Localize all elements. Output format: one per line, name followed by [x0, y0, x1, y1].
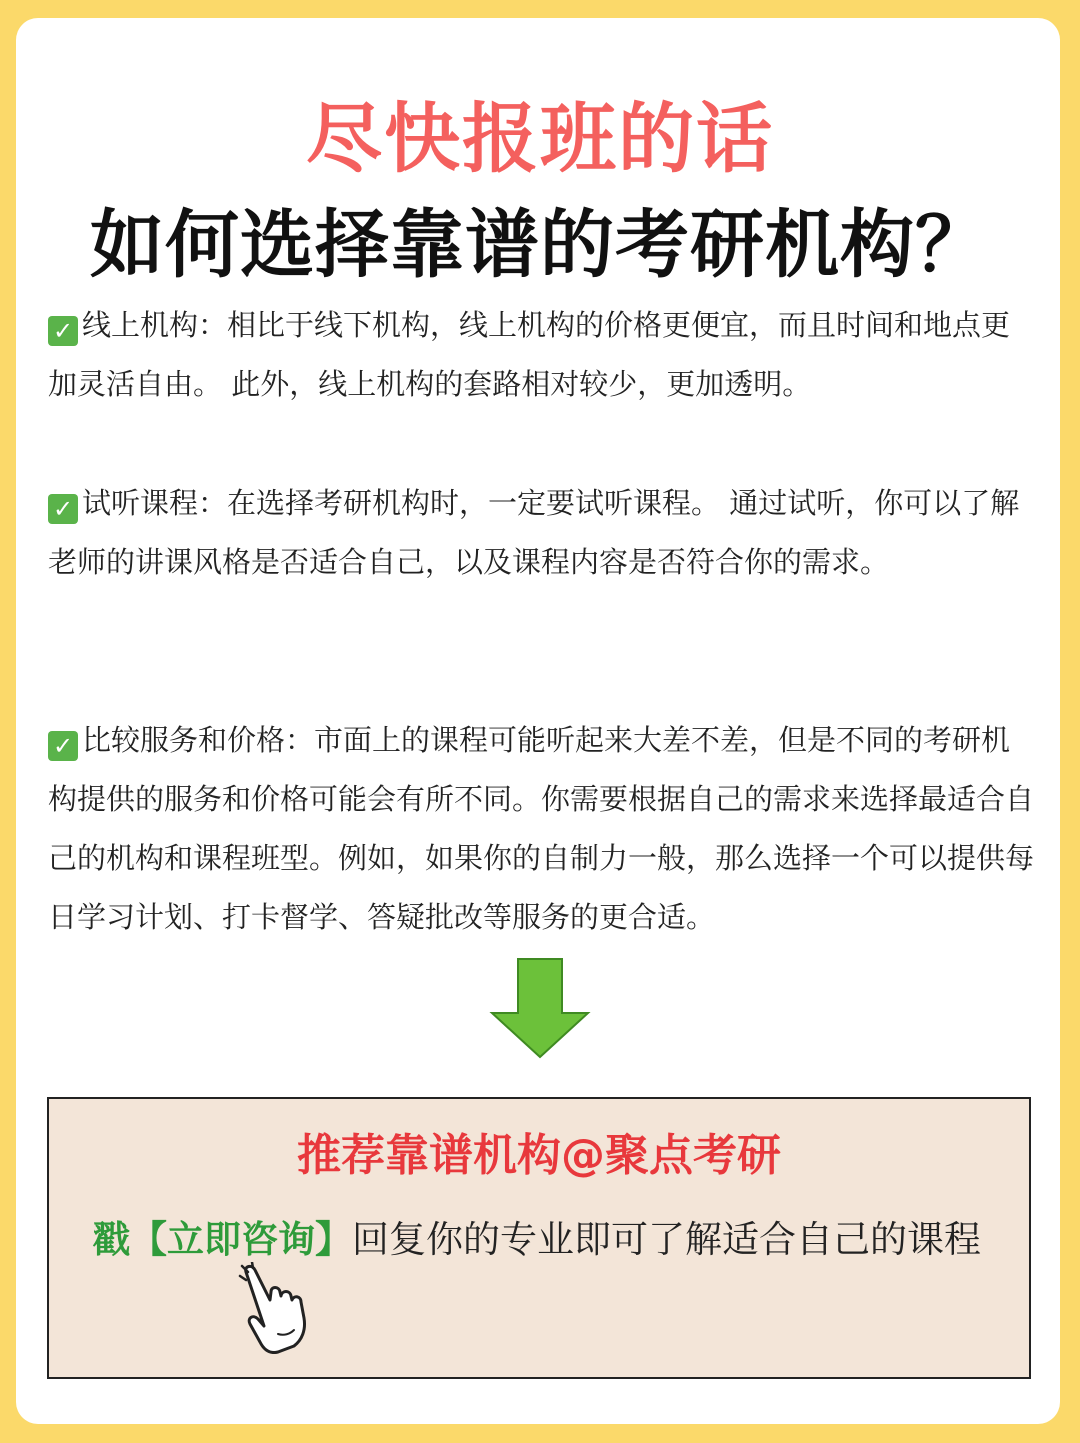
- promo-title: 推荐靠谱机构@聚点考研: [297, 1130, 781, 1181]
- item-online-institution: [48, 296, 1038, 414]
- promo-box: [47, 1097, 1031, 1379]
- item-heading: 比较服务和价格: [82, 723, 286, 757]
- title-line-2: 如何选择靠谱的考研机构？: [90, 202, 990, 288]
- down-arrow-icon: [488, 957, 592, 1061]
- item-colon: ：: [198, 308, 228, 342]
- item-body: 市面上的课程可能听起来大差不差，但是不同的考研机构提供的服务和价格可能会有所不同。你需要根据自己的需求来选择最适合自己的机构和课程班型。例如，如果你的自制力一般，那么选择一个可以提供每日学习计划、打卡督学、答疑批改等服务的更合适。: [48, 723, 1035, 934]
- item-heading: 线上机构: [82, 308, 199, 342]
- item-heading: 试听课程: [82, 486, 199, 520]
- item-compare-service-price: [48, 711, 1038, 947]
- pointing-hand-icon: [238, 1262, 334, 1354]
- title-line-1: 尽快报班的话: [306, 94, 774, 183]
- checkmark-icon: ✓: [48, 731, 78, 761]
- item-body: 相比于线下机构，线上机构的价格更便宜，而且时间和地点更加灵活自由。 此外，线上机构的套路相对较少，更加透明。: [48, 308, 1011, 401]
- checkmark-icon: ✓: [48, 494, 78, 524]
- item-colon: ：: [285, 723, 315, 757]
- consult-link[interactable]: 戳【立即咨询】: [93, 1218, 352, 1261]
- promo-action-text: 回复你的专业即可了解适合自己的课程: [352, 1218, 981, 1261]
- item-colon: ：: [198, 486, 228, 520]
- promo-action-line: [93, 1209, 981, 1263]
- item-trial-class: [48, 474, 1038, 592]
- item-body: 在选择考研机构时，一定要试听课程。 通过试听，你可以了解老师的讲课风格是否适合自己，以及课程内容是否符合你的需求。: [48, 486, 1020, 579]
- checkmark-icon: ✓: [48, 316, 78, 346]
